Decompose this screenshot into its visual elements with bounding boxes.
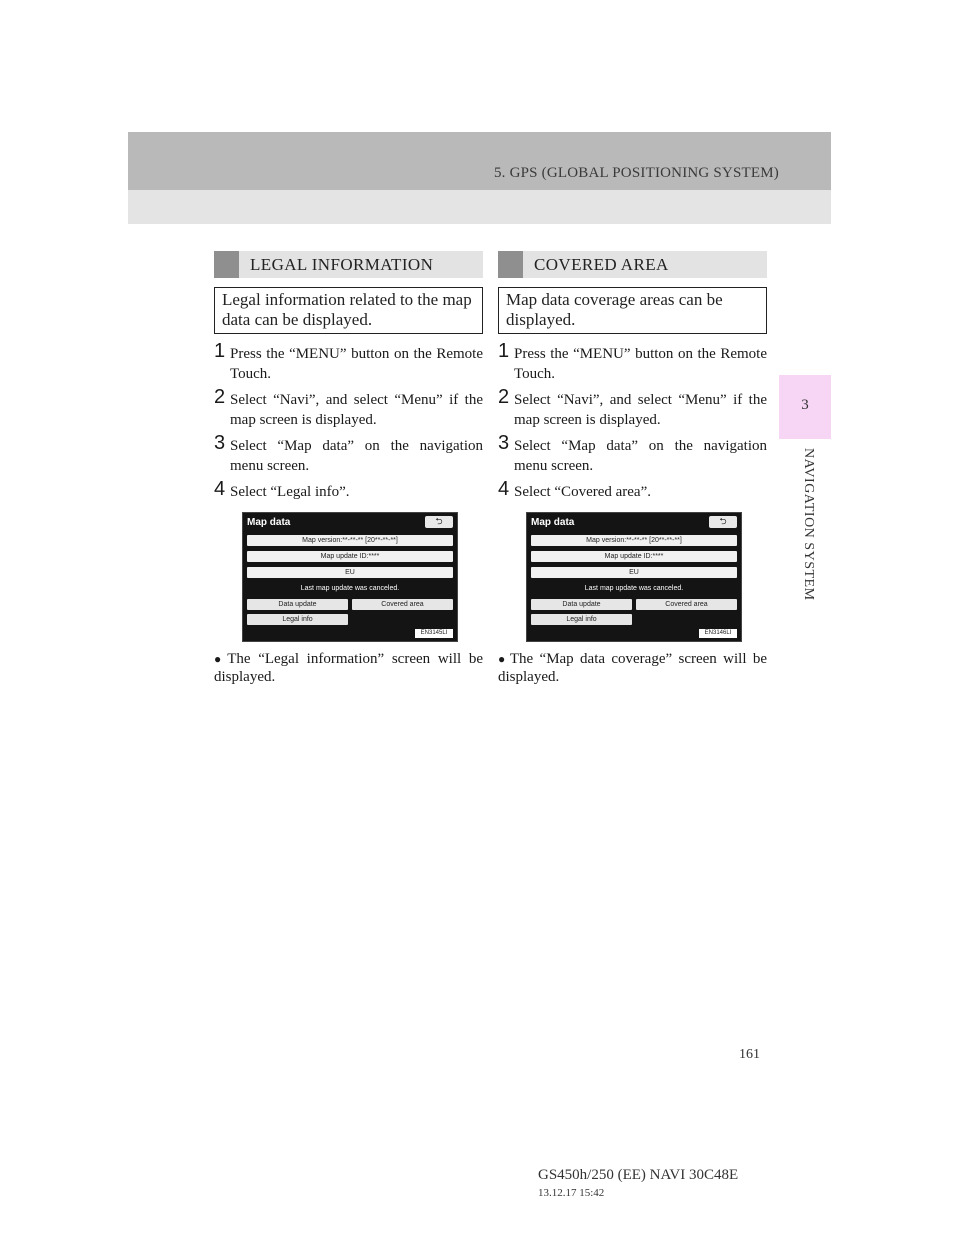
section-intro-box: Legal information related to the map data can be displayed. bbox=[214, 287, 483, 334]
step-item bbox=[214, 478, 483, 502]
step-text: Select “Map data” on the navigation menu screen. bbox=[230, 438, 483, 474]
section-heading-text: LEGAL INFORMATION bbox=[250, 254, 434, 274]
footer-timestamp: 13.12.17 15:42 bbox=[538, 1187, 605, 1199]
update-status-text: Last map update was canceled. bbox=[300, 585, 400, 592]
running-header: 5. GPS (GLOBAL POSITIONING SYSTEM) bbox=[493, 165, 779, 181]
result-note bbox=[498, 650, 767, 686]
step-number: 3 bbox=[498, 432, 510, 454]
figure-code: EN3145LI bbox=[415, 629, 453, 638]
chapter-label: NAVIGATION SYSTEM bbox=[801, 448, 816, 601]
legal-info-button: Legal info bbox=[247, 614, 348, 625]
covered-area-button: Covered area bbox=[352, 599, 453, 610]
step-text: Press the “MENU” button on the Remote Touch. bbox=[230, 346, 483, 382]
legal-information-section bbox=[214, 251, 483, 686]
covered-area-button: Covered area bbox=[636, 599, 737, 610]
step-item bbox=[498, 340, 767, 384]
chapter-number: 3 bbox=[801, 397, 809, 413]
map-update-id-row: Map update ID:**** bbox=[531, 551, 737, 562]
step-number: 2 bbox=[498, 386, 510, 408]
step-number: 4 bbox=[214, 478, 226, 500]
map-version-row: Map version:**-**-** [20**-**-**] bbox=[247, 535, 453, 546]
data-update-button: Data update bbox=[247, 599, 348, 610]
map-data-screenshot bbox=[242, 512, 458, 642]
section-heading-text: COVERED AREA bbox=[534, 254, 669, 274]
section-heading bbox=[498, 251, 767, 278]
result-note-text: The “Map data coverage” screen will be displayed. bbox=[498, 651, 768, 685]
step-text: Select “Navi”, and select “Menu” if the map screen is displayed. bbox=[230, 392, 483, 428]
map-version-row: Map version:**-**-** [20**-**-**] bbox=[531, 535, 737, 546]
step-item bbox=[498, 432, 767, 476]
heading-tab-marker bbox=[498, 251, 523, 278]
step-text: Press the “MENU” button on the Remote Touch. bbox=[514, 346, 767, 382]
bullet-dot-icon: ● bbox=[214, 652, 226, 666]
step-list bbox=[498, 340, 767, 502]
heading-tab-marker bbox=[214, 251, 239, 278]
step-list bbox=[214, 340, 483, 502]
step-number: 1 bbox=[498, 340, 510, 362]
page-number: 161 bbox=[739, 1047, 760, 1062]
step-item bbox=[498, 478, 767, 502]
section-intro-box: Map data coverage areas can be displayed. bbox=[498, 287, 767, 334]
result-note-text: The “Legal information” screen will be displayed. bbox=[214, 651, 483, 685]
step-item bbox=[214, 340, 483, 384]
screen-title: Map data bbox=[531, 517, 575, 528]
figure-code: EN3146LI bbox=[699, 629, 737, 638]
step-number: 4 bbox=[498, 478, 510, 500]
step-item bbox=[498, 386, 767, 430]
screen-title: Map data bbox=[247, 517, 291, 528]
data-update-button: Data update bbox=[531, 599, 632, 610]
result-note bbox=[214, 650, 483, 686]
step-text: Select “Covered area”. bbox=[514, 484, 651, 500]
region-row: EU bbox=[531, 567, 737, 578]
back-arrow-icon: ⮌ bbox=[709, 516, 737, 528]
section-heading bbox=[214, 251, 483, 278]
step-text: Select “Legal info”. bbox=[230, 484, 350, 500]
step-item bbox=[214, 432, 483, 476]
step-number: 1 bbox=[214, 340, 226, 362]
step-text: Select “Navi”, and select “Menu” if the map screen is displayed. bbox=[514, 392, 767, 428]
step-number: 2 bbox=[214, 386, 226, 408]
map-update-id-row: Map update ID:**** bbox=[247, 551, 453, 562]
header-subband bbox=[128, 190, 831, 224]
bullet-dot-icon: ● bbox=[498, 652, 508, 666]
covered-area-section bbox=[498, 251, 767, 686]
map-data-screenshot bbox=[526, 512, 742, 642]
footer-model-code: GS450h/250 (EE) NAVI 30C48E bbox=[538, 1167, 739, 1183]
legal-info-button: Legal info bbox=[531, 614, 632, 625]
step-text: Select “Map data” on the navigation menu screen. bbox=[514, 438, 767, 474]
region-row: EU bbox=[247, 567, 453, 578]
step-number: 3 bbox=[214, 432, 226, 454]
update-status-text: Last map update was canceled. bbox=[584, 585, 684, 592]
step-item bbox=[214, 386, 483, 430]
back-arrow-icon: ⮌ bbox=[425, 516, 453, 528]
